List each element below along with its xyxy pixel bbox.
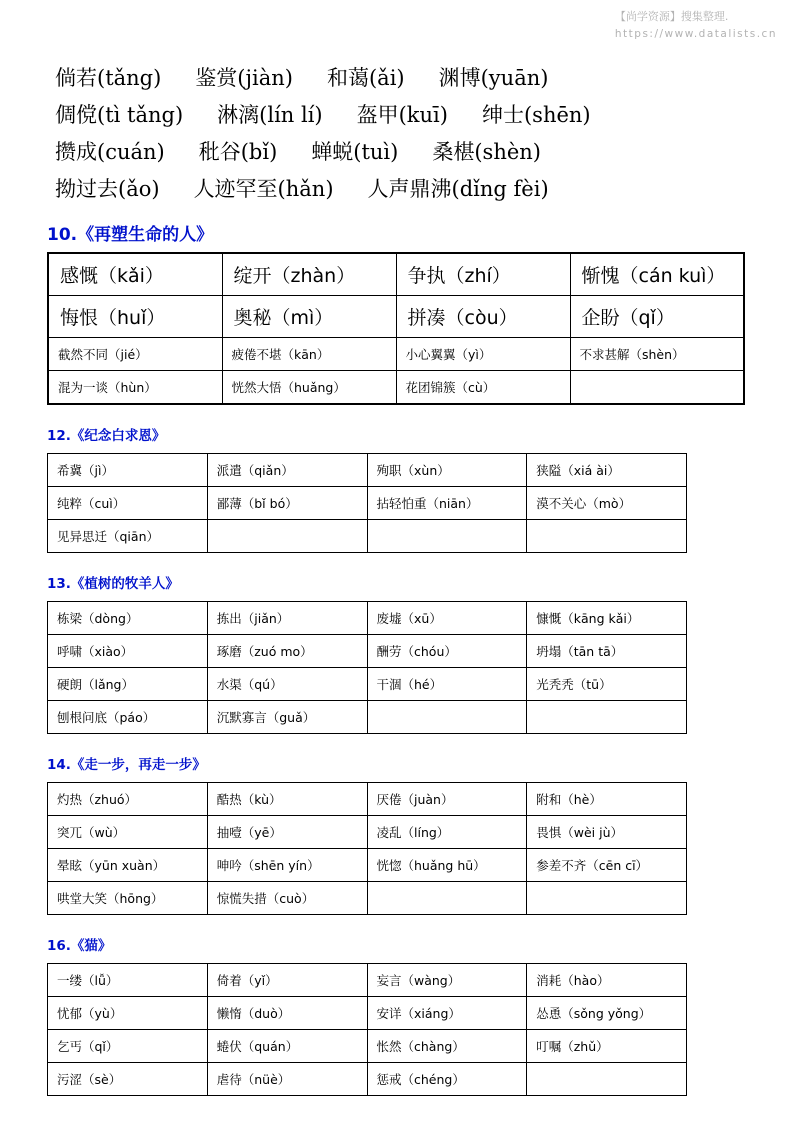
vocab-cell: 漠不关心（mò） [527, 487, 687, 520]
table-row [48, 882, 687, 915]
vocab-cell: 殉职（xùn） [367, 454, 527, 487]
handwritten-line [55, 97, 793, 134]
vocab-cell: 酬劳（chóu） [367, 635, 527, 668]
vocab-cell: 拣出（jiǎn） [207, 602, 367, 635]
watermark [615, 8, 777, 42]
vocab-cell: 绽开（zhàn） [222, 253, 396, 296]
table-row [48, 487, 687, 520]
vocab-word: 鉴赏(jiàn) [195, 66, 293, 90]
vocab-word: 秕谷(bǐ) [198, 140, 278, 164]
section-title: 13.《植树的牧羊人》 [47, 576, 179, 592]
vocab-table [47, 963, 687, 1096]
table-row [48, 338, 744, 371]
vocab-cell: 突兀（wù） [48, 816, 208, 849]
empty-cell [527, 520, 687, 553]
empty-cell [367, 701, 527, 734]
vocab-cell: 惩戒（chéng） [367, 1063, 527, 1096]
table-row [48, 849, 687, 882]
vocab-cell: 呼啸（xiào） [48, 635, 208, 668]
vocab-cell: 酷热（kù） [207, 783, 367, 816]
vocab-cell: 安详（xiáng） [367, 997, 527, 1030]
vocab-cell: 琢磨（zuó mo） [207, 635, 367, 668]
vocab-word: 桑椹(shèn) [432, 140, 541, 164]
vocab-cell: 懒惰（duò） [207, 997, 367, 1030]
table-row [48, 520, 687, 553]
vocab-cell: 惭愧（cán kuì） [570, 253, 744, 296]
vocab-cell: 栋梁（dòng） [48, 602, 208, 635]
vocab-cell: 纯粹（cuì） [48, 487, 208, 520]
table-row [48, 964, 687, 997]
vocab-word: 人声鼎沸(dǐng fèi) [367, 177, 549, 201]
section-title: 16.《猫》 [47, 938, 112, 954]
vocab-word: 蝉蜕(tuì) [311, 140, 399, 164]
vocab-cell: 叮嘱（zhǔ） [527, 1030, 687, 1063]
vocab-word: 倘若(tǎng) [55, 66, 162, 90]
vocab-cell: 污涩（sè） [48, 1063, 208, 1096]
section-title: 10.《再塑生命的人》 [47, 225, 214, 245]
handwritten-line [55, 60, 793, 97]
vocab-cell: 企盼（qǐ） [570, 296, 744, 338]
table-row [48, 1030, 687, 1063]
handwritten-line [55, 171, 793, 208]
vocab-cell: 厌倦（juàn） [367, 783, 527, 816]
vocab-cell: 消耗（hào） [527, 964, 687, 997]
vocab-cell: 虐待（nüè） [207, 1063, 367, 1096]
vocab-cell: 硬朗（lǎng） [48, 668, 208, 701]
vocab-cell: 哄堂大笑（hōng） [48, 882, 208, 915]
section-title: 14.《走一步，再走一步》 [47, 757, 206, 773]
handwritten-vocab-block [55, 60, 793, 208]
vocab-cell: 慷慨（kāng kǎi） [527, 602, 687, 635]
table-row [48, 253, 744, 296]
vocab-cell: 感慨（kǎi） [48, 253, 222, 296]
vocab-cell: 坍塌（tān tā） [527, 635, 687, 668]
table-row [48, 783, 687, 816]
sections-container [47, 220, 793, 1096]
watermark-url: https://www.datalists.cn [614, 27, 777, 40]
vocab-word: 渊博(yuān) [438, 66, 549, 90]
vocab-cell: 附和（hè） [527, 783, 687, 816]
vocab-cell: 截然不同（jié） [48, 338, 222, 371]
table-row [48, 1063, 687, 1096]
vocab-word: 绅士(shēn) [481, 103, 591, 127]
vocab-cell: 呻吟（shēn yín） [207, 849, 367, 882]
vocab-word: 人迹罕至(hǎn) [193, 177, 334, 201]
vocab-table [47, 782, 687, 915]
vocab-cell: 惊慌失措（cuò） [207, 882, 367, 915]
vocab-cell: 悔恨（huǐ） [48, 296, 222, 338]
table-row [48, 296, 744, 338]
vocab-cell: 倚着（yǐ） [207, 964, 367, 997]
table-row [48, 668, 687, 701]
watermark-source-text: 【尚学资源】搜集整理. [614, 10, 729, 23]
vocab-cell: 狭隘（xiá ài） [527, 454, 687, 487]
vocab-cell: 怂恿（sǒng yǒng） [527, 997, 687, 1030]
vocab-cell: 奥秘（mì） [222, 296, 396, 338]
vocab-table [47, 252, 745, 405]
section-title: 12.《纪念白求恩》 [47, 428, 166, 444]
vocab-cell: 水渠（qú） [207, 668, 367, 701]
vocab-table [47, 453, 687, 553]
vocab-word: 拗过去(ǎo) [55, 177, 160, 201]
empty-cell [527, 1063, 687, 1096]
empty-cell [570, 371, 744, 405]
empty-cell [527, 882, 687, 915]
table-row [48, 997, 687, 1030]
vocab-cell: 怅然（chàng） [367, 1030, 527, 1063]
vocab-word: 攒成(cuán) [55, 140, 165, 164]
vocab-word: 淋漓(lín lí) [217, 103, 323, 127]
vocab-cell: 派遣（qiǎn） [207, 454, 367, 487]
handwritten-line [55, 134, 793, 171]
vocab-cell: 凌乱（líng） [367, 816, 527, 849]
vocab-cell: 花团锦簇（cù） [396, 371, 570, 405]
vocab-cell: 灼热（zhuó） [48, 783, 208, 816]
vocab-word: 盔甲(kuī) [356, 103, 448, 127]
vocab-cell: 拈轻怕重（niān） [367, 487, 527, 520]
vocab-word: 倜傥(tì tǎng) [55, 103, 184, 127]
vocab-cell: 混为一谈（hùn） [48, 371, 222, 405]
vocab-cell: 妄言（wàng） [367, 964, 527, 997]
vocab-cell: 希冀（jì） [48, 454, 208, 487]
vocab-cell: 参差不齐（cēn cī） [527, 849, 687, 882]
empty-cell [367, 882, 527, 915]
table-row [48, 602, 687, 635]
vocab-cell: 废墟（xū） [367, 602, 527, 635]
vocab-cell: 争执（zhí） [396, 253, 570, 296]
table-row [48, 454, 687, 487]
vocab-cell: 乞丐（qǐ） [48, 1030, 208, 1063]
vocab-cell: 小心翼翼（yì） [396, 338, 570, 371]
vocab-cell: 蜷伏（quán） [207, 1030, 367, 1063]
empty-cell [207, 520, 367, 553]
vocab-cell: 鄙薄（bǐ bó） [207, 487, 367, 520]
empty-cell [367, 520, 527, 553]
vocab-word: 和蔼(ǎi) [326, 66, 405, 90]
vocab-cell: 忧郁（yù） [48, 997, 208, 1030]
vocab-cell: 恍然大悟（huǎng） [222, 371, 396, 405]
table-row [48, 635, 687, 668]
vocab-cell: 畏惧（wèi jù） [527, 816, 687, 849]
vocab-cell: 疲倦不堪（kān） [222, 338, 396, 371]
table-row [48, 701, 687, 734]
vocab-cell: 拼凑（còu） [396, 296, 570, 338]
vocab-table [47, 601, 687, 734]
vocab-cell: 光秃秃（tū） [527, 668, 687, 701]
vocab-cell: 沉默寡言（guǎ） [207, 701, 367, 734]
vocab-cell: 干涸（hé） [367, 668, 527, 701]
vocab-cell: 恍惚（huǎng hū） [367, 849, 527, 882]
table-row [48, 371, 744, 405]
vocab-cell: 不求甚解（shèn） [570, 338, 744, 371]
table-row [48, 816, 687, 849]
empty-cell [527, 701, 687, 734]
vocab-cell: 见异思迁（qiān） [48, 520, 208, 553]
vocab-cell: 晕眩（yūn xuàn） [48, 849, 208, 882]
vocab-cell: 刨根问底（páo） [48, 701, 208, 734]
vocab-cell: 抽噎（yē） [207, 816, 367, 849]
vocab-cell: 一缕（lǚ） [48, 964, 208, 997]
